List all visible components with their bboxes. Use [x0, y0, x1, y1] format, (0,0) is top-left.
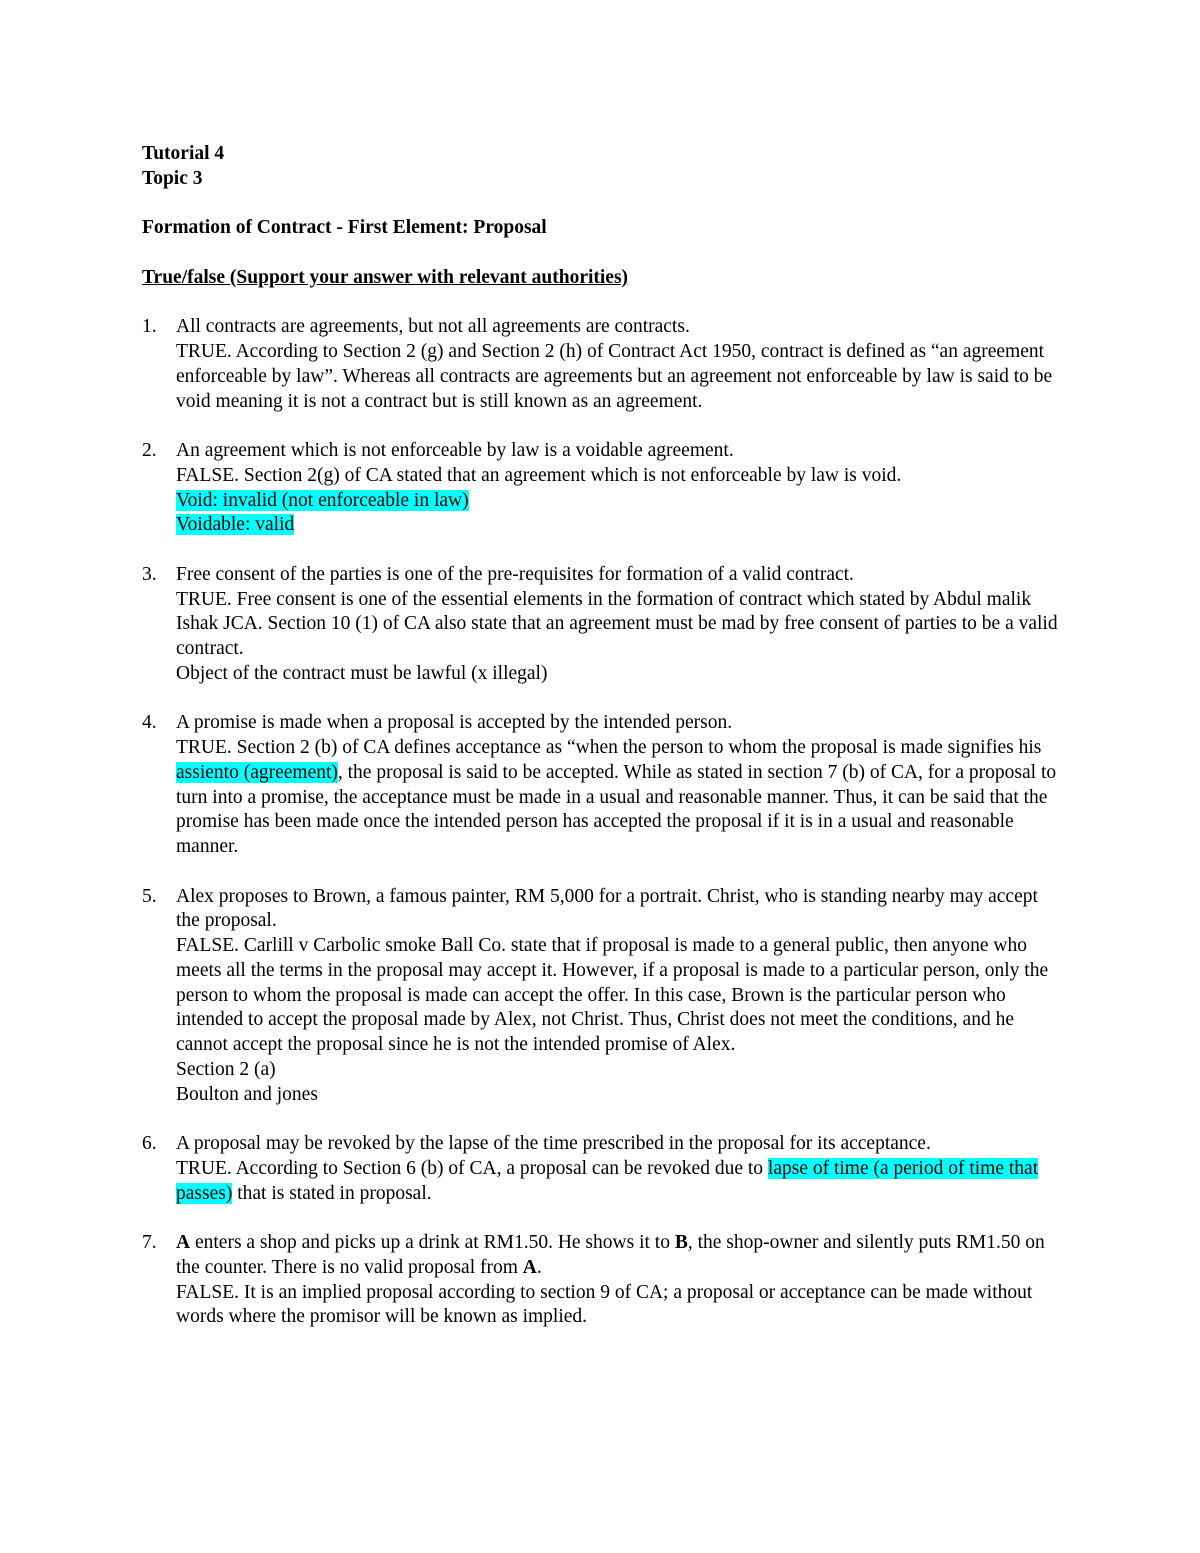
item-number: 5.	[142, 885, 157, 907]
answer-text-part: TRUE. Section 2 (b) of CA defines acceptance as “when the person to whom the proposal is made signifies his	[176, 737, 1042, 758]
question-text: An agreement which is not enforceable by law is a voidable agreement.	[176, 440, 734, 461]
question-text: All contracts are agreements, but not all agreements are contracts.	[176, 316, 690, 338]
list-item	[142, 563, 1062, 687]
highlighted-note: Voidable: valid	[176, 514, 295, 536]
answer-text: TRUE. Free consent is one of the essential elements in the formation of contract which stated by Abdul malik Ishak JCA. Section 10 (1) of CA also state that an agreement must be mad by free consent of parties to be a valid contract.	[176, 588, 1058, 659]
item-number: 3.	[142, 563, 157, 585]
list-item	[142, 315, 1062, 414]
highlighted-term: assiento (agreement)	[176, 761, 338, 783]
document-content	[142, 142, 1062, 1330]
topic-label: Topic 3	[142, 167, 203, 189]
highlighted-note: Void: invalid (not enforceable in law)	[176, 489, 469, 511]
list-item	[142, 711, 1062, 860]
item-number: 1.	[142, 316, 157, 338]
answer-text: FALSE. It is an implied proposal according to section 9 of CA; a proposal or acceptance can be made without words where the promisor will be known as implied.	[176, 1281, 1033, 1328]
question-text: Alex proposes to Brown, a famous painter, RM 5,000 for a portrait. Christ, who is standing nearby may accept the proposal.	[176, 885, 1038, 932]
question-text: A proposal may be revoked by the lapse of the time prescribed in the proposal for its acceptance.	[176, 1133, 931, 1154]
list-item	[142, 1132, 1062, 1206]
question-text	[176, 1231, 1062, 1281]
question-text-part: enters a shop and picks up a drink at RM1.50. He shows it to	[194, 1232, 670, 1253]
question-text-part: .	[536, 1256, 542, 1278]
note-text: Boulton and jones	[176, 1083, 318, 1105]
note-text: Section 2 (a)	[176, 1058, 276, 1080]
party-a-label: A	[176, 1232, 191, 1253]
item-number: 2.	[142, 440, 157, 461]
note-text: Object of the contract must be lawful (x illegal)	[176, 662, 548, 684]
question-text: A promise is made when a proposal is accepted by the intended person.	[176, 712, 733, 734]
instruction-heading: True/false (Support your answer with relevant authorities)	[142, 266, 629, 288]
answer-text: FALSE. Carlill v Carbolic smoke Ball Co. state that if proposal is made to a general public, then anyone who meets all the terms in the proposal may accept it. However, if a proposal is made to a particular person, only the person to whom the proposal is made can accept the offer. In this case, Brown is the particular person who intended to accept the proposal made by Alex, not Christ. Thus, Christ does not meet the conditions, and he cannot accept the proposal since he is not the intended promise of Alex.	[176, 935, 1049, 1055]
question-text: Free consent of the parties is one of the pre-requisites for formation of a valid contract.	[176, 563, 854, 585]
item-number: 6.	[142, 1133, 157, 1154]
party-a-label: A	[522, 1256, 537, 1278]
highlighted-term: lapse of time (a period of time that passes)	[176, 1157, 1039, 1204]
question-text-part: , the shop-owner and silently puts RM1.50 on the counter. There is no valid proposal from	[176, 1232, 1045, 1278]
answer-text: TRUE. According to Section 2 (g) and Section 2 (h) of Contract Act 1950, contract is defined as “an agreement enforceable by law”. Whereas all contracts are agreements but an agreement not enforceable by law is said to be void meaning it is not a contract but is still known as an agreement.	[176, 341, 1053, 412]
list-item	[142, 885, 1062, 1108]
answer-text: FALSE. Section 2(g) of CA stated that an agreement which is not enforceable by law is void.	[176, 464, 902, 486]
section-heading: Formation of Contract - First Element: Proposal	[142, 217, 547, 239]
answer-text	[176, 1157, 1062, 1207]
tutorial-title: Tutorial 4	[142, 143, 225, 164]
item-number: 7.	[142, 1232, 157, 1253]
party-b-label: B	[674, 1232, 688, 1253]
list-item	[142, 1231, 1062, 1330]
answer-text-part: , the proposal is said to be accepted. While as stated in section 7 (b) of CA, for a proposal to turn into a promise, the acceptance must be made in a usual and reasonable manner. Thus, it can be said that the promise has been made once the intended person has accepted the proposal if it is in a usual and reasonable manner.	[176, 761, 1057, 857]
item-number: 4.	[142, 712, 157, 734]
answer-text-part: TRUE. According to Section 6 (b) of CA, a proposal can be revoked due to	[176, 1157, 764, 1179]
answer-text	[176, 736, 1062, 860]
answer-text-part: that is stated in proposal.	[237, 1182, 432, 1204]
list-item	[142, 439, 1062, 538]
